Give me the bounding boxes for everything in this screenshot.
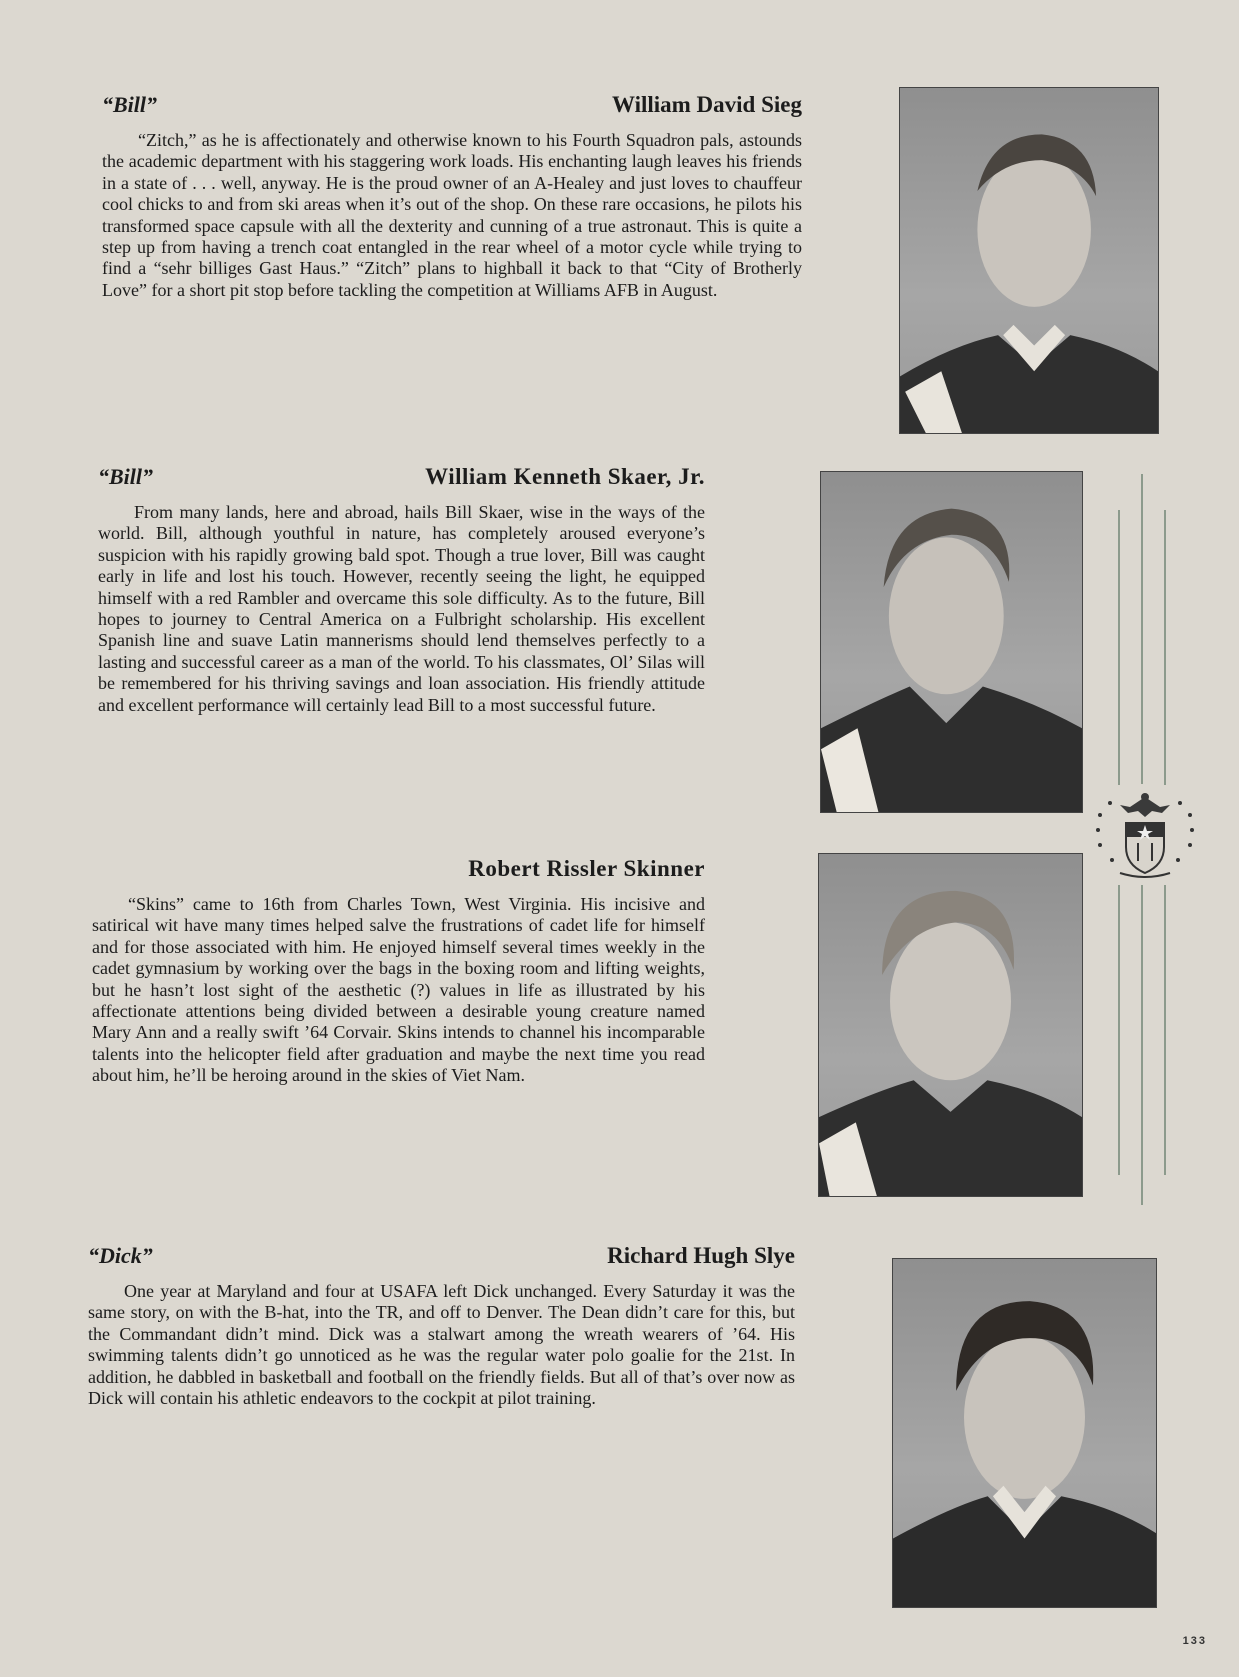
biography: “Skins” came to 16th from Charles Town, West Virginia. His incisive and satirical wit have many times helped salve the frustrations of cadet life for himself and for those associated with him. He enjoyed himself several times weekly in the cadet gymnasium by working over the bags in the boxing room and lifting weights, but he hasn’t lost sight of the aesthetic (?) values in life as illustrated by his affectionate attentions being divided between a desirable young creature named Mary Ann and a really swift ’64 Corvair. Skins intends to channel his incomparable talents into the helicopter field after graduation and maybe the next time you read about him, he’ll be heroing around in the skies of Viet Nam. [92,894,705,1086]
page-number: 133 [1182,1635,1207,1647]
portrait-silhouette [900,88,1158,433]
entry-slye [88,1243,795,1483]
nickname: “Bill” [98,464,154,489]
decorative-rule [1118,885,1120,1175]
portrait-photo-skaer [820,471,1083,813]
decorative-rule [1118,510,1120,785]
entry-skinner [92,856,705,1146]
nickname: “Bill” [102,92,158,117]
entry-skaer [98,464,705,784]
nickname: “Dick” [88,1243,153,1268]
decorative-rule [1141,885,1143,1205]
portrait-silhouette [821,472,1082,812]
cadet-name: Robert Rissler Skinner [468,856,705,881]
portrait-silhouette [893,1259,1156,1607]
cadet-name: William David Sieg [612,92,802,117]
decorative-rule [1164,885,1166,1175]
decorative-rule [1141,474,1143,784]
portrait-photo-sieg [899,87,1159,434]
cadet-name: William Kenneth Skaer, Jr. [425,464,705,489]
portrait-silhouette [819,854,1082,1196]
squadron-crest-icon [1090,785,1200,885]
biography: From many lands, here and abroad, hails Bill Skaer, wise in the ways of the world. Bill, although youthful in nature, has completely aroused everyone’s suspicion with his rapidly growing bald spot. Though a true lover, Bill was caught early in life and lost his touch. However, recently seeing the light, he equipped himself with a red Rambler and overcame this sole difficulty. As to the future, Bill hopes to journey to Central America on a Fulbright scholarship. His excellent Spanish line and suave Latin mannerisms should lend themselves perfectly to a lasting and successful career as a man of the world. To his classmates, Ol’ Silas will be remembered for his thriving savings and loan association. His friendly attitude and excellent performance will certainly lead Bill to a most successful future. [98,502,705,715]
biography: “Zitch,” as he is affectionately and otherwise known to his Fourth Squadron pals, astounds the academic department with his staggering work loads. His enchanting laugh leaves his friends in a state of . . . well, anyway. He is the proud owner of an A-Healey and just loves to chauffeur cool chicks to and from ski areas when it’s out of the shop. On these rare occasions, he pilots his transformed space capsule with all the dexterity and cunning of a true astronaut. This is quite a step up from having a trench coat entangled in the rear wheel of a motor cycle while trying to find a “sehr billiges Gast Haus.” “Zitch” plans to highball it back to that “City of Brotherly Love” for a short pit stop before tackling the competition at Williams AFB in August. [102,130,802,300]
cadet-name: Richard Hugh Slye [607,1243,795,1268]
biography: One year at Maryland and four at USAFA left Dick unchanged. Every Saturday it was the same story, on with the B-hat, into the TR, and off to Denver. The Dean didn’t care for this, but the Commandant didn’t mind. Dick was a stalwart among the wreath wearers of ’64. His swimming talents didn’t go unnoticed as he was the regular water polo goalie for the 21st. In addition, he dabbled in basketball and football on the friendly fields. But all of that’s over now as Dick will contain his athletic endeavors to the cockpit at pilot training. [88,1281,795,1409]
entry-sieg [102,92,802,382]
portrait-photo-skinner [818,853,1083,1197]
portrait-photo-slye [892,1258,1157,1608]
decorative-rule [1164,510,1166,785]
